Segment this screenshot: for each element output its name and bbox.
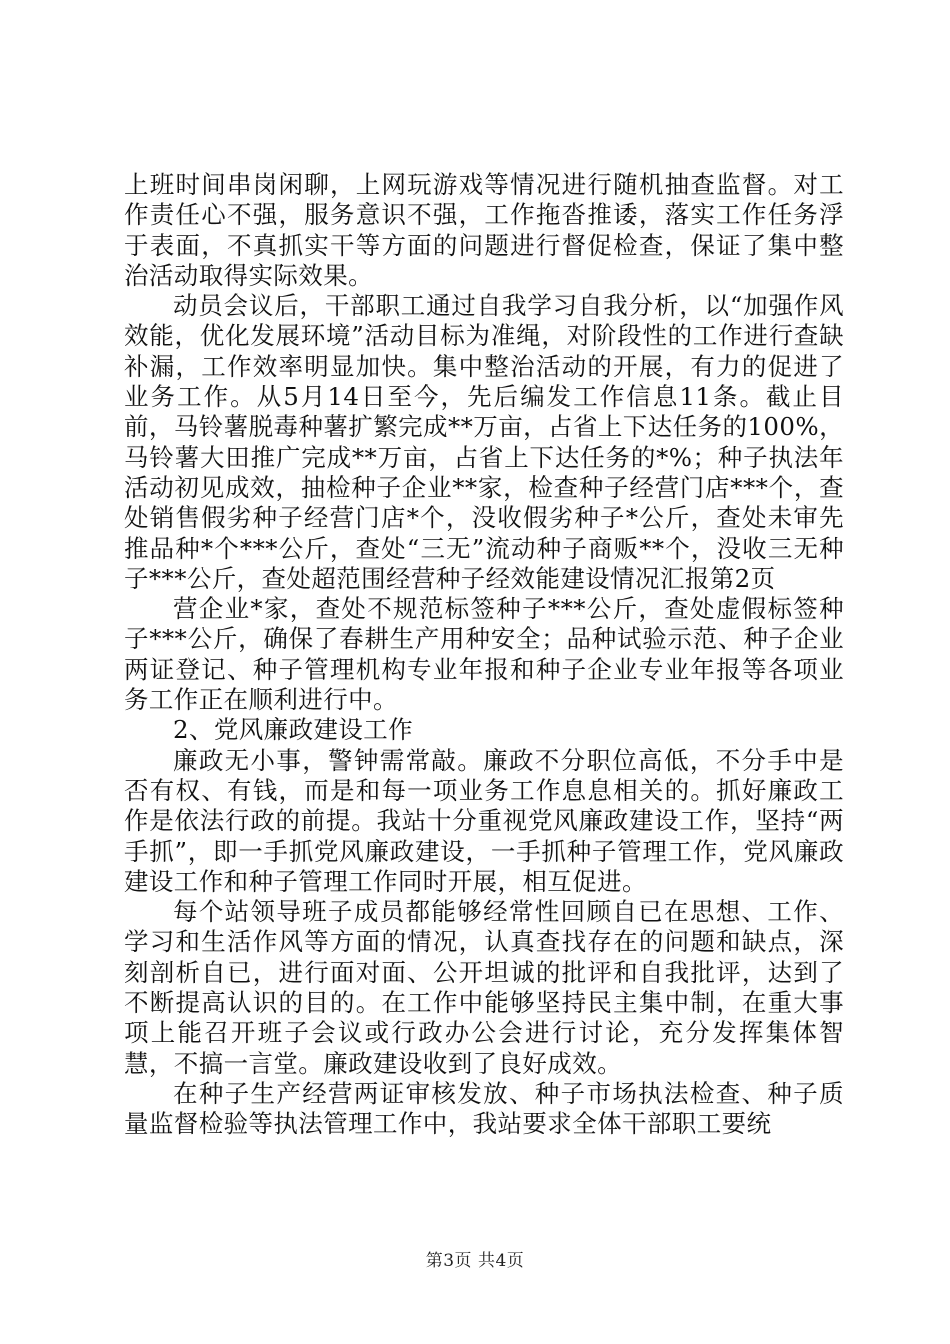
paragraph-continued: 上班时间串岗闲聊，上网玩游戏等情况进行随机抽查监督。对工作责任心不强，服务意识不强，工作拖沓推诿，落实工作任务浮于表面，不真抓实干等方面的问题进行督促检查，保证了集中整治活动取得实际效果。: [124, 170, 844, 290]
paragraph-mobilization-results: 动员会议后，干部职工通过自我学习自我分析，以“加强作风效能，优化发展环境”活动目标为准绳，对阶段性的工作进行查缺补漏，工作效率明显加快。集中整治活动的开展，有力的促进了业务工作。从5月14日至今，先后编发工作信息11条。截止目前，马铃薯脱毒种薯扩繁完成**万亩，占省上下达任务的100%，马铃薯大田推广完成**万亩，占省上下达任务的*%；种子执法年活动初见成效，抽检种子企业**家，检查种子经营门店***个，查处销售假劣种子经营门店*个，没收假劣种子*公斤，查处未审先推品种*个***公斤，查处“三无”流动种子商贩**个，没收三无种子***公斤，查处超范围经营种子经效能建设情况汇报第2页: [124, 291, 844, 593]
paragraph-enterprise-inspection: 营企业*家，查处不规范标签种子***公斤，查处虚假标签种子***公斤，确保了春耕生产用种安全；品种试验示范、种子企业两证登记、种子管理机构专业年报和种子企业专业年报等各项业务工作正在顺利进行中。: [124, 594, 844, 715]
page-footer: 第3页 共4页: [425, 1251, 525, 1271]
paragraph-leadership-review: 每个站领导班子成员都能够经常性回顾自已在思想、工作、学习和生活作风等方面的情况，认真查找存在的问题和缺点，深刻剖析自已，进行面对面、公开坦诚的批评和自我批评，达到了不断提高认识的目的。在工作中能够坚持民主集中制，在重大事项上能召开班子会议或行政办公会进行讨论，充分发挥集体智慧，不搞一言堂。廉政建设收到了良好成效。: [124, 897, 844, 1078]
paragraph-integrity-work: 廉政无小事，警钟需常敲。廉政不分职位高低，不分手中是否有权、有钱，而是和每一项业务工作息息相关的。抓好廉政工作是依法行政的前提。我站十分重视党风廉政建设工作，坚持“两手抓”，即一手抓党风廉政建设，一手抓种子管理工作，党风廉政建设工作和种子管理工作同时开展，相互促进。: [124, 745, 844, 896]
section-heading: 2、党风廉政建设工作: [173, 715, 414, 745]
document-body: [124, 170, 844, 1140]
paragraph-law-enforcement: 在种子生产经营两证审核发放、种子市场执法检查、种子质量监督检验等执法管理工作中，我站要求全体干部职工要统: [124, 1078, 844, 1139]
